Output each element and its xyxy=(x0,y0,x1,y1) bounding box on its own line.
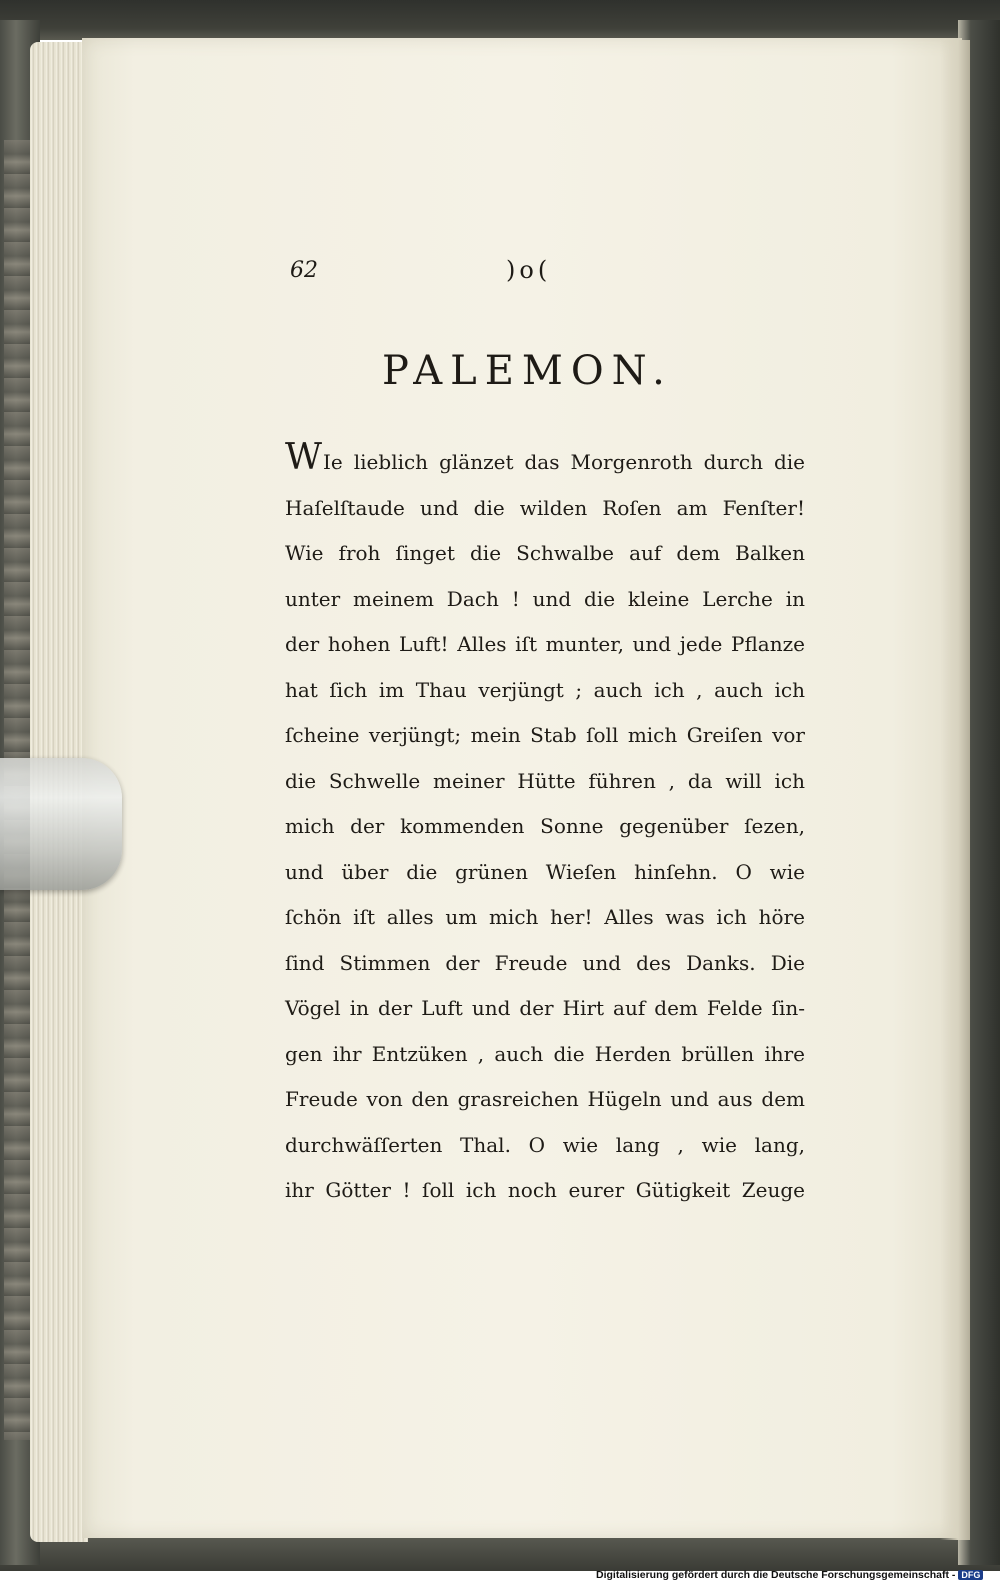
digitization-credit xyxy=(596,1569,983,1581)
page-number: 62 xyxy=(290,258,318,283)
page-gutter xyxy=(940,40,970,1540)
body-line-1-text: Ie lieblich glänzet das Morgenroth durch die xyxy=(323,450,805,474)
body-line: mich der kommenden Sonne gegenüber ſezen, xyxy=(285,814,805,838)
body-line: die Schwelle meiner Hütte führen , da will ich xyxy=(285,768,805,793)
body-line: Vögel in der Luft und der Hirt auf dem Felde ſin- xyxy=(285,996,805,1020)
credit-text: Digitalisierung gefördert durch die Deutsche Forschungsgemeinschaft - xyxy=(596,1569,956,1581)
book-cover-bottom-edge xyxy=(0,1535,1000,1571)
body-line: ſcheine verjüngt; mein Stab ſoll mich Greiſen vor xyxy=(285,723,805,747)
body-line: der hohen Luft! Alles iſt munter, und jede Pflanze xyxy=(285,632,805,656)
body-line-1 xyxy=(285,437,805,486)
body-line: ſchön iſt alles um mich her! Alles was ich höre xyxy=(285,905,805,929)
body-line: Wie froh ſinget die Schwalbe auf dem Balken xyxy=(285,541,805,565)
body-line: und über die grünen Wieſen hinſehn. O wie xyxy=(285,859,805,884)
body-line: gen ihr Entzüken , auch die Herden brüllen ihre xyxy=(285,1041,805,1066)
bookmark-clip xyxy=(0,758,122,890)
body-line: ſind Stimmen der Freude und des Danks. Die xyxy=(285,950,805,975)
body-text xyxy=(285,437,805,1214)
body-line: durchwäſſerten Thal. O wie lang , wie lang, xyxy=(285,1132,805,1157)
body-line: Haſelſtaude und die wilden Roſen am Fenſter! xyxy=(285,495,805,520)
body-line: unter meinem Dach ! und die kleine Lerche in xyxy=(285,586,805,611)
body-line: Freude von den grasreichen Hügeln und aus dem xyxy=(285,1087,805,1111)
body-line: hat ſich im Thau verjüngt ; auch ich , auch ich xyxy=(285,677,805,702)
running-head-ornament: )o( xyxy=(506,256,552,284)
body-line: ihr Götter ! ſoll ich noch eurer Gütigkeit Zeuge xyxy=(285,1178,805,1202)
chapter-title: PALEMON. xyxy=(382,348,673,394)
drop-cap: W xyxy=(285,437,323,478)
book-cover-top-edge xyxy=(0,0,1000,40)
dfg-logo: DFG xyxy=(958,1570,983,1580)
